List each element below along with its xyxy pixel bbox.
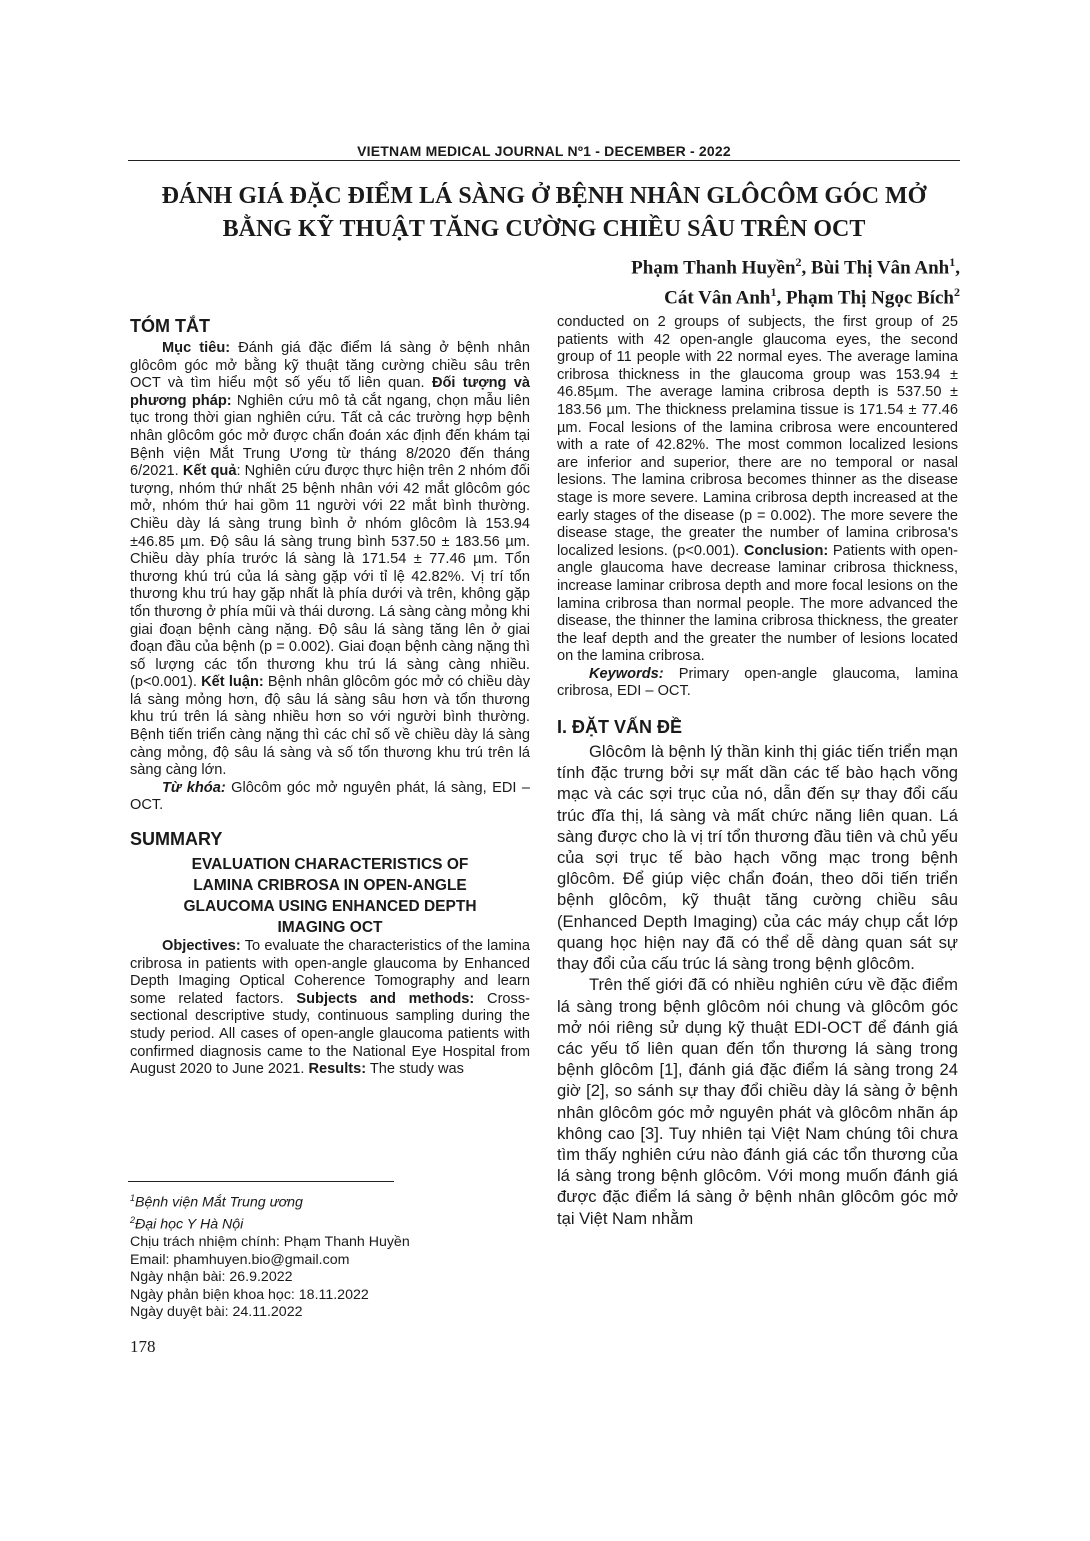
footnote-affiliation-1: $^1$Bệnh viện Mắt Trung ương (130, 1193, 303, 1211)
objectives-text: To evaluate the characteristics of the lamina cribrosa in patients with open-angle glaucoma by Enhanced Depth Imaging Optical Coherence Tomography and learn some related factors. (130, 938, 530, 1007)
subjects-methods-text: Cross-sectional descriptive study, continuous sampling during the study period. All cases of open-angle glaucoma patients with confirmed diagnosis came to the National Eye Hospital from August 2020 to June 2021. (130, 990, 531, 1078)
author-name: Cát Vân Anh (664, 287, 771, 309)
conclusion-label: Kết luận: (201, 674, 264, 691)
section-1-heading: I. ĐẶT VẤN ĐỀ (557, 717, 683, 738)
footnote-rule (128, 1181, 394, 1182)
affiliation-mark: 1 (949, 255, 956, 269)
summary-title: EVALUATION CHARACTERISTICS OF LAMINA CRIBROSA IN OPEN-ANGLE GLAUCOMA USING ENHANCED DEPTH IMAGING OCT (183, 856, 477, 937)
summary-paragraph (130, 938, 530, 1079)
left-column (130, 316, 530, 1079)
keywords-en-text: Primary open-angle glaucoma, lamina cribrosa, EDI – OCT. (557, 665, 958, 700)
footnote-received: Ngày nhận bài: 26.9.2022 (130, 1269, 293, 1286)
results-label: Kết quả (182, 463, 237, 480)
title-line-1: ĐÁNH GIÁ ĐẶC ĐIỂM LÁ SÀNG Ở BỆNH NHÂN GLÔCÔM GÓC MỞ (161, 183, 927, 209)
affiliation-mark: 1 (770, 285, 777, 300)
footnote-reviewed: Ngày phản biện khoa học: 18.11.2022 (130, 1286, 369, 1303)
results-en-text-start: The study was (366, 1061, 464, 1078)
author-list (440, 250, 960, 311)
author-name: Bùi Thị Vân Anh (811, 257, 950, 279)
running-header: VIETNAM MEDICAL JOURNAL Nº1 - DECEMBER - 2022 (357, 143, 731, 159)
footnote-corresponding: Chịu trách nhiệm chính: Phạm Thanh Huyền (130, 1234, 410, 1251)
author-name: Phạm Thị Ngọc Bích (785, 287, 954, 309)
keywords-en (557, 666, 958, 701)
header-rule (128, 160, 960, 161)
article-title (128, 180, 960, 246)
intro-paragraph-2: Trên thế giới đã có nhiều nghiên cứu về đặc điểm lá sàng trong bệnh glôcôm nói chung và glôcôm góc mở nói riêng sử dụng kỹ thuật EDI-OCT để đánh giá các yếu tố liên quan đến tổn thương lá sàng trong bệnh glôcôm [1], đánh giá đặc điểm lá sàng trong 24 giờ [2], so sánh sự thay đổi chiều dày lá sàng ở bệnh nhân glôcôm góc mở nguyên phát và glôcôm nhãn áp không cao [3]. Tuy nhiên tại Việt Nam chúng tôi chưa tìm thấy nghiên cứu nào đánh giá các tổn thương của lá sàng trong bệnh glôcôm. Với mong muốn đánh giá được đặc điểm lá sàng ở bệnh nhân glôcôm góc mở tại Việt Nam nhằm (557, 975, 958, 1228)
footnote-affiliation-2: $^2$Đại học Y Hà Nội (130, 1215, 244, 1233)
footnote-accepted: Ngày duyệt bài: 24.11.2022 (130, 1303, 303, 1320)
keywords-vi (130, 780, 530, 815)
footnote-email: Email: phamhuyen.bio@gmail.com (130, 1251, 350, 1268)
keywords-vi-text: Glôcôm góc mở nguyên phát, lá sàng, EDI – OCT. (130, 779, 531, 814)
results-en-label: Results: (308, 1061, 367, 1078)
results-text: : Nghiên cứu được thực hiện trên 2 nhóm đối tượng, nhóm thứ nhất 25 bệnh nhân với 42 mắt glôcôm góc mở, nhóm thứ hai gồm 11 người với 22 mắt bình thường. Chiều dày lá sàng trung bình ở nhóm glôcôm là 153.94 ±46.85 µm. Độ sâu lá sàng trung bình 537.50 ± 183.56 µm. Chiều dày phía trước lá sàng là 171.54 ± 77.46 µm. Tổn thương khú trú của lá sàng gặp với tỉ lệ 42.82%. Vị trí tổn thương khu trú hay gặp nhất là phía dưới và trên, không gặp tổn thương ở phía mũi và thái dương. Lá sàng càng mỏng khi giai đoạn bệnh càng nặng. Độ sâu lá sàng tăng lên ở giai đoạn đầu của bệnh (p = 0.002). Giai đoạn bệnh càng nặng thì số lượng các tổn thương khu trú lá sàng càng nhiều. (p<0.001). (130, 463, 531, 691)
affiliation-mark: 2 (954, 285, 960, 300)
subjects-methods-label: Subjects and methods: (296, 990, 475, 1007)
author-line-2: Cát Vân Anh$^1$, Phạm Thị Ngọc Bích$^2$ (664, 285, 960, 309)
conclusion-en-text: Patients with open-angle glaucoma have decrease laminar cribrosa thickness, increase laminar cribrosa depth and more focal lesions on the lamina cribrosa than normal people. The more advanced the disease, the thinner the lamina cribrosa thickness, the greater the leaf depth and the greater the number of lesions located on the lamina cribrosa. (557, 542, 958, 665)
intro-paragraph-1: Glôcôm là bệnh lý thần kinh thị giác tiến triển mạn tính đặc trưng bởi sự mất dần các tế bào hạch võng mạc và các sợi trục của nó, dẫn đến sự thay đổi cấu trúc đĩa thị, lá sàng và mất chức năng liên quan. Lá sàng được cho là vị trí tổn thương đầu tiên và chủ yếu của sợi trục tế bào hạch võng mạc trong bệnh glôcôm. Để giúp việc chẩn đoán, theo dõi tiến triển bệnh glôcôm, kỹ thuật tăng cường chiều sâu (Enhanced Depth Imaging) của các máy chụp cắt lớp quang học hiện nay đã có thể dễ dàng quan sát sự thay đổi của cấu trúc lá sàng trong bệnh glôcôm. (557, 742, 958, 974)
objective-label: Mục tiêu: (162, 340, 231, 356)
abstract-heading: TÓM TẮT (130, 316, 210, 336)
author-line-1: Phạm Thanh Huyền$^2$, Bùi Thị Vân Anh$^1$, (631, 255, 960, 279)
keywords-en-label: Keywords: (589, 665, 664, 682)
methods-label: Đối tượng và phương pháp: (130, 375, 530, 409)
summary-heading: SUMMARY (130, 829, 223, 850)
objective-text: Đánh giá đặc điểm lá sàng ở bệnh nhân glôcôm góc mở bằng kỹ thuật tăng cường chiều sâu trên OCT và tìm hiểu một số yếu tố liên quan. (130, 340, 530, 392)
keywords-vi-label: Từ khóa: (162, 779, 226, 796)
summary-continued (557, 314, 958, 666)
methods-text: Nghiên cứu mô tả cắt ngang, chọn mẫu liên tục trong thời gian nghiên cứu. Tất cả các trường hợp bệnh nhân glôcôm góc mở được chẩn đoán xác định đến khám tại Bệnh viện Mắt Trung Ương từ tháng 8/2020 đến tháng 6/2021. (130, 392, 530, 480)
objectives-label: Objectives: (162, 938, 241, 955)
footnotes (130, 1190, 530, 1321)
conclusion-text: Bệnh nhân glôcôm góc mở có chiều dày lá sàng mỏng hơn, độ sâu lá sàng sâu hơn và tổn thương khu trú trên lá sàng nhiều hơn so với người bình thường. Bệnh tiến triển càng nặng thì các chỉ số về chiều dày lá sàng càng mỏng, độ sâu lá sàng và số tổn thương khu trú trên lá sàng càng lớn. (130, 674, 530, 779)
conclusion-en-label: Conclusion: (743, 542, 829, 559)
page-number: 178 (130, 1337, 156, 1356)
results-en-text-cont: conducted on 2 groups of subjects, the first group of 25 patients with 42 open-angle glaucoma eyes, the second group of 11 people with 22 normal eyes. The average lamina cribrosa thickness in the glaucoma group was 153.94 ± 46.85µm. The average lamina cribrosa depth is 537.50 ± 183.56 µm. The thickness prelamina tissue is 171.54 ± 77.46 µm. Focal lesions of the lamina cribrosa were encountered with a rate of 42.82%. The most common localized lesions are inferior and superior, there are no temporal or nasal lesions. The lamina cribrosa becomes thinner as the disease stage is more severe. Lamina cribrosa depth increased at the early stages of the disease (p = 0.002). The more severe the disease stage, the greater the number of lamina cribrosa's localized lesions. (p<0.001). (557, 314, 958, 559)
abstract-vi-paragraph (130, 340, 530, 780)
affiliation-mark: 2 (795, 255, 802, 269)
title-line-2: BẰNG KỸ THUẬT TĂNG CƯỜNG CHIỀU SÂU TRÊN OCT (222, 216, 866, 242)
right-column (557, 314, 958, 1229)
author-name: Phạm Thanh Huyền (631, 257, 796, 279)
